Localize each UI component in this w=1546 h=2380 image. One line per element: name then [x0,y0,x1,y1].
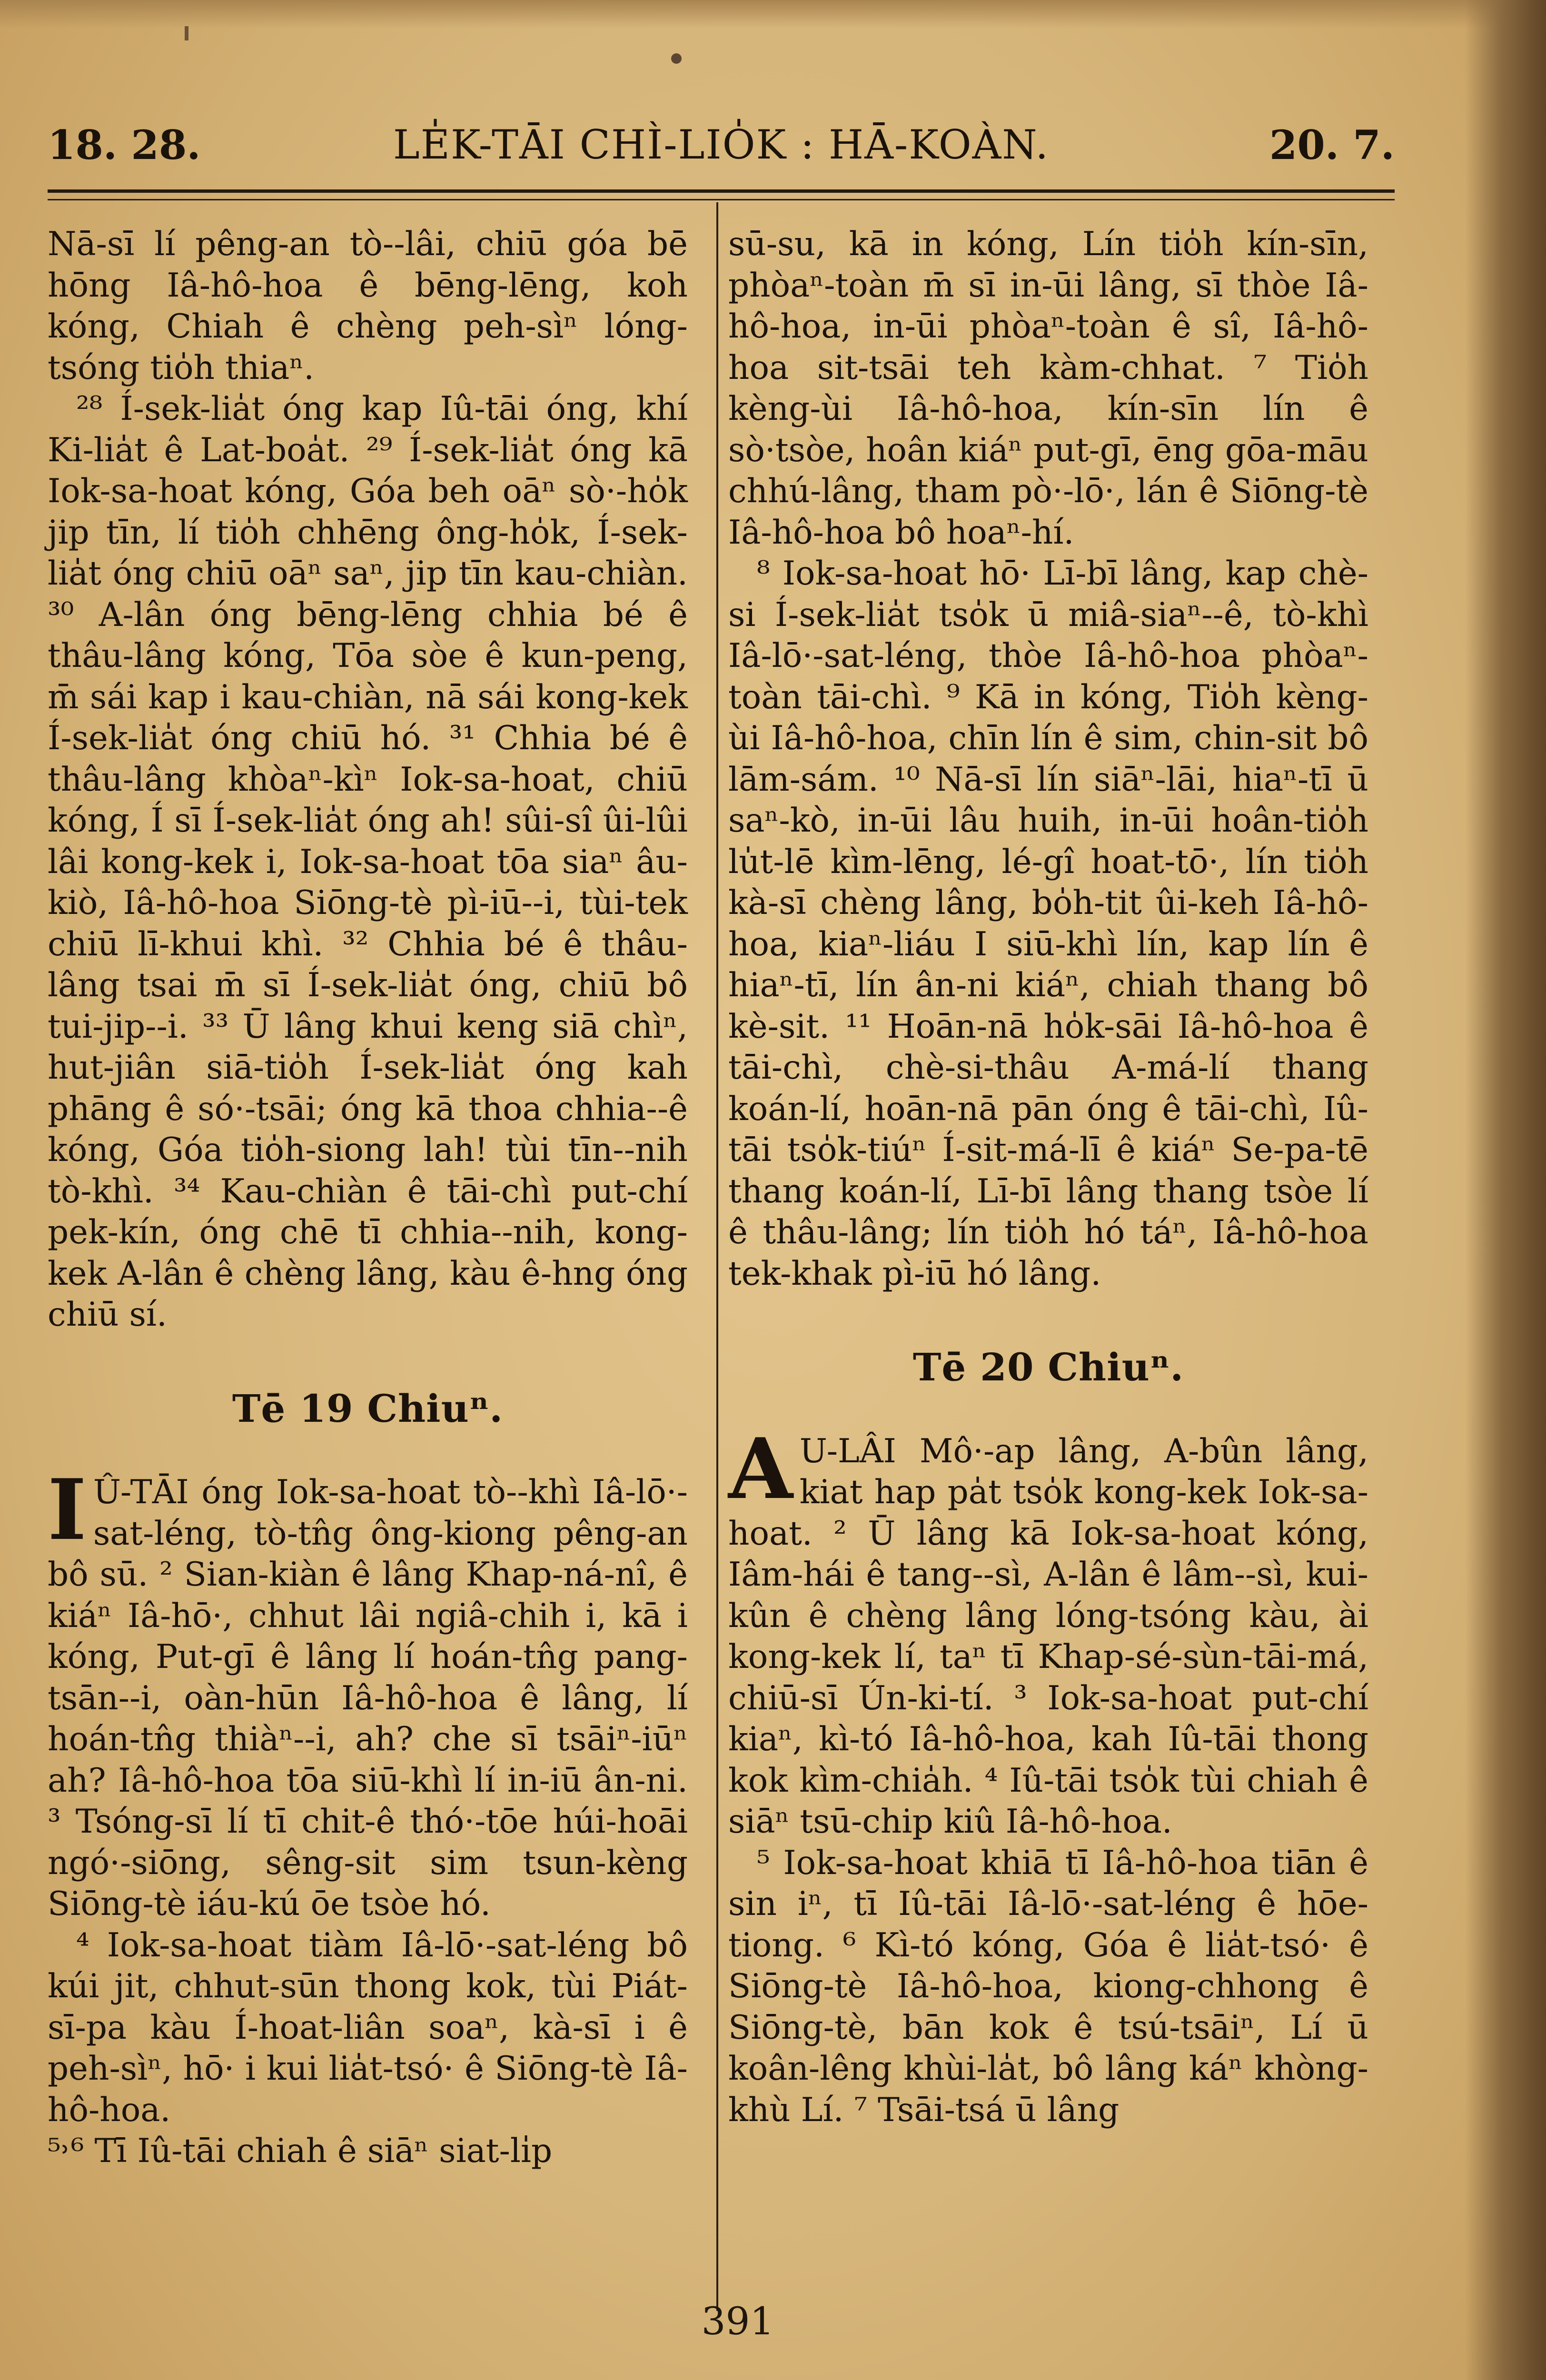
paragraph-text: Û-TĀI óng Iok-sa-hoat tò--khì Iâ-lō·-sat-léng, tò-tn̂g ông-kiong pêng-an bô sū. ² Sian-kiàn ê lâng Khap-ná-nî, ê kiáⁿ Iâ-hō·, chhut lâi ngiâ-chih i, kā i kóng, Put-gī ê lâng lí hoán-tn̂g pang-tsān--i, oàn-hūn Iâ-hô-hoa ê lâng, lí hoán-tn̂g thiàⁿ--i, ah? che sī tsāiⁿ-iūⁿ ah? Iâ-hô-hoa tōa siū-khì lí in-iū ân-ni. ³ Tsóng-sī lí tī chit-ê thó·-tōe húi-hoāi ngó·-siōng, sêng-sit sim tsun-kèng Siōng-tè iáu-kú ōe tsòe hó. [48,1473,688,1923]
header-title: LE̍K-TĀI CHÌ-LIO̍K : HĀ-KOÀN. [393,121,1050,168]
drop-cap: I [48,1461,87,1559]
paragraph-chapter-start [48,1461,688,1925]
right-column [728,224,1368,2131]
page-number: 391 [701,2299,774,2343]
running-header [48,121,1395,178]
paragraph: ⁸ Iok-sa-hoat hō· Lī-bī lâng, kap chè-si Í-sek-lia̍t tso̍k ū miâ-siaⁿ--ê, tò-khì Iâ-lō·-sat-léng, thòe Iâ-hô-hoa phòaⁿ-toàn tāi-chì. ⁹ Kā in kóng, Tio̍h kèng-ùi Iâ-hô-hoa, chīn lín ê sim, chin-sit bô lām-sám. ¹⁰ Nā-sī lín siāⁿ-lāi, hiaⁿ-tī ū saⁿ-kò, in-ūi lâu huih, in-ūi hoân-tio̍h lu̍t-lē kìm-lēng, lé-gî hoat-tō·, lín tio̍h kà-sī chèng lâng, bo̍h-tit ûi-keh Iâ-hô-hoa, kiaⁿ-liáu I siū-khì lín, kap lín ê hiaⁿ-tī, lín ân-ni kiáⁿ, chiah thang bô kè-sit. ¹¹ Hoān-nā ho̍k-sāi Iâ-hô-hoa ê tāi-chì, chè-si-thâu A-má-lí thang koán-lí, hoān-nā pān óng ê tāi-chì, Iû-tāi tso̍k-tiúⁿ Í-sit-má-lī ê kiáⁿ Se-pa-tē thang koán-lí, Lī-bī lâng thang tsòe lí ê thâu-lâng; lín tio̍h hó táⁿ, Iâ-hô-hoa tek-khak pì-iū hó lâng. [728,555,1368,1293]
page-right-edge [1465,0,1546,2380]
paragraph: ²⁸ Í-sek-lia̍t óng kap Iû-tāi óng, khí Ki-lia̍t ê Lat-boa̍t. ²⁹ Í-sek-lia̍t óng kā Iok-sa-hoat kóng, Góa beh oāⁿ sò·-ho̍k jip tīn, lí tio̍h chhēng ông-ho̍k, Í-sek-lia̍t óng chiū oāⁿ saⁿ, jip tīn kau-chiàn. ³⁰ A-lân óng bēng-lēng chhia bé ê thâu-lâng kóng, Tōa sòe ê kun-peng, m̄ sái kap i kau-chiàn, nā sái kong-kek Í-sek-lia̍t óng chiū hó. ³¹ Chhia bé ê thâu-lâng khòaⁿ-kìⁿ Iok-sa-hoat, chiū kóng, Í sī Í-sek-lia̍t óng ah! sûi-sî ûi-lûi lâi kong-kek i, Iok-sa-hoat tōa siaⁿ âu-kiò, Iâ-hô-hoa Siōng-tè pì-iū--i, tùi-tek chiū lī-khui khì. ³² Chhia bé ê thâu-lâng tsai m̄ sī Í-sek-lia̍t óng, chiū bô tui-jip--i. ³³ Ū lâng khui keng siā chìⁿ, hut-jiân siā-tio̍h Í-sek-lia̍t óng kah phāng ê só·-tsāi; óng kā thoa chhia--ê kóng, Góa tio̍h-siong lah! tùi tīn--nih tò-khì. ³⁴ Kau-chiàn ê tāi-chì put-chí pek-kín, óng chē tī chhia--nih, kong-kek A-lân ê chèng lâng, kàu ê-hng óng chiū sí. [48,390,688,1334]
chapter-heading: Tē 20 Chiuⁿ. [912,1345,1184,1389]
paragraph: sū-su, kā in kóng, Lín tio̍h kín-sīn, phòaⁿ-toàn m̄ sī in-ūi lâng, sī thòe Iâ-hô-hoa, in-ūi phòaⁿ-toàn ê sî, Iâ-hô-hoa sit-tsāi teh kàm-chhat. ⁷ Tio̍h kèng-ùi Iâ-hô-hoa, kín-sīn lín ê sò·tsòe, hoân kiáⁿ put-gī, ēng gōa-māu chhú-lâng, tham pò·-lō·, lán ê Siōng-tè Iâ-hô-hoa bô hoaⁿ-hí. [728,225,1368,552]
header-left-ref: 18. 28. [48,121,201,169]
header-rule-thin [48,199,1395,200]
paragraph: ⁴ Iok-sa-hoat tiàm Iâ-lō·-sat-léng bô kúi jit, chhut-sūn thong kok, tùi Piát-sī-pa kàu Í-hoat-liân soaⁿ, kà-sī i ê peh-sìⁿ, hō· i kui lia̍t-tsó· ê Siōng-tè Iâ-hô-hoa. [48,1926,688,2129]
ink-spot [671,53,682,64]
paragraph: ⁵ Iok-sa-hoat khiā tī Iâ-hô-hoa tiān ê sin iⁿ, tī Iû-tāi Iâ-lō·-sat-léng ê hōe-tiong. ⁶ Kì-tó kóng, Góa ê lia̍t-tsó· ê Siōng-tè Iâ-hô-hoa, kiong-chhong ê Siōng-tè, bān kok ê tsú-tsāiⁿ, Lí ū koân-lêng khùi-la̍t, bô lâng káⁿ khòng-khù Lí. ⁷ Tsāi-tsá ū lâng [728,1844,1368,2129]
paragraph-text: U-LÂI Mô·-ap lâng, A-bûn lâng, kiat hap pa̍t tso̍k kong-kek Iok-sa-hoat. ² Ū lâng kā Iok-sa-hoat kóng, Iâm-hái ê tang--sì, A-lân ê lâm--sì, kui-kûn ê chèng lâng lóng-tsóng kàu, ài kong-kek lí, taⁿ tī Khap-sé-sùn-tāi-má, chiū-sī Ún-ki-tí. ³ Iok-sa-hoat put-chí kiaⁿ, kì-tó Iâ-hô-hoa, kah Iû-tāi thong kok kìm-chia̍h. ⁴ Iû-tāi tso̍k tùi chiah ê siāⁿ tsū-chip kiû Iâ-hô-hoa. [728,1432,1368,1841]
header-right-ref: 20. 7. [1269,121,1395,169]
page-top-shadow [0,0,1546,29]
header-rule-thick [48,189,1395,193]
paragraph: Nā-sī lí pêng-an tò--lâi, chiū góa bē hōng Iâ-hô-hoa ê bēng-lēng, koh kóng, Chiah ê chèng peh-sìⁿ lóng-tsóng tio̍h thiaⁿ. [48,225,688,387]
left-column [48,224,688,2172]
drop-cap: A [728,1420,793,1518]
ink-mark [185,26,188,40]
paragraph: ⁵˒⁶ Tī Iû-tāi chiah ê siāⁿ siat-li̍p [48,2132,553,2170]
chapter-heading: Tē 19 Chiuⁿ. [232,1386,504,1431]
column-divider [716,202,718,2311]
paragraph-chapter-start [728,1420,1368,1843]
